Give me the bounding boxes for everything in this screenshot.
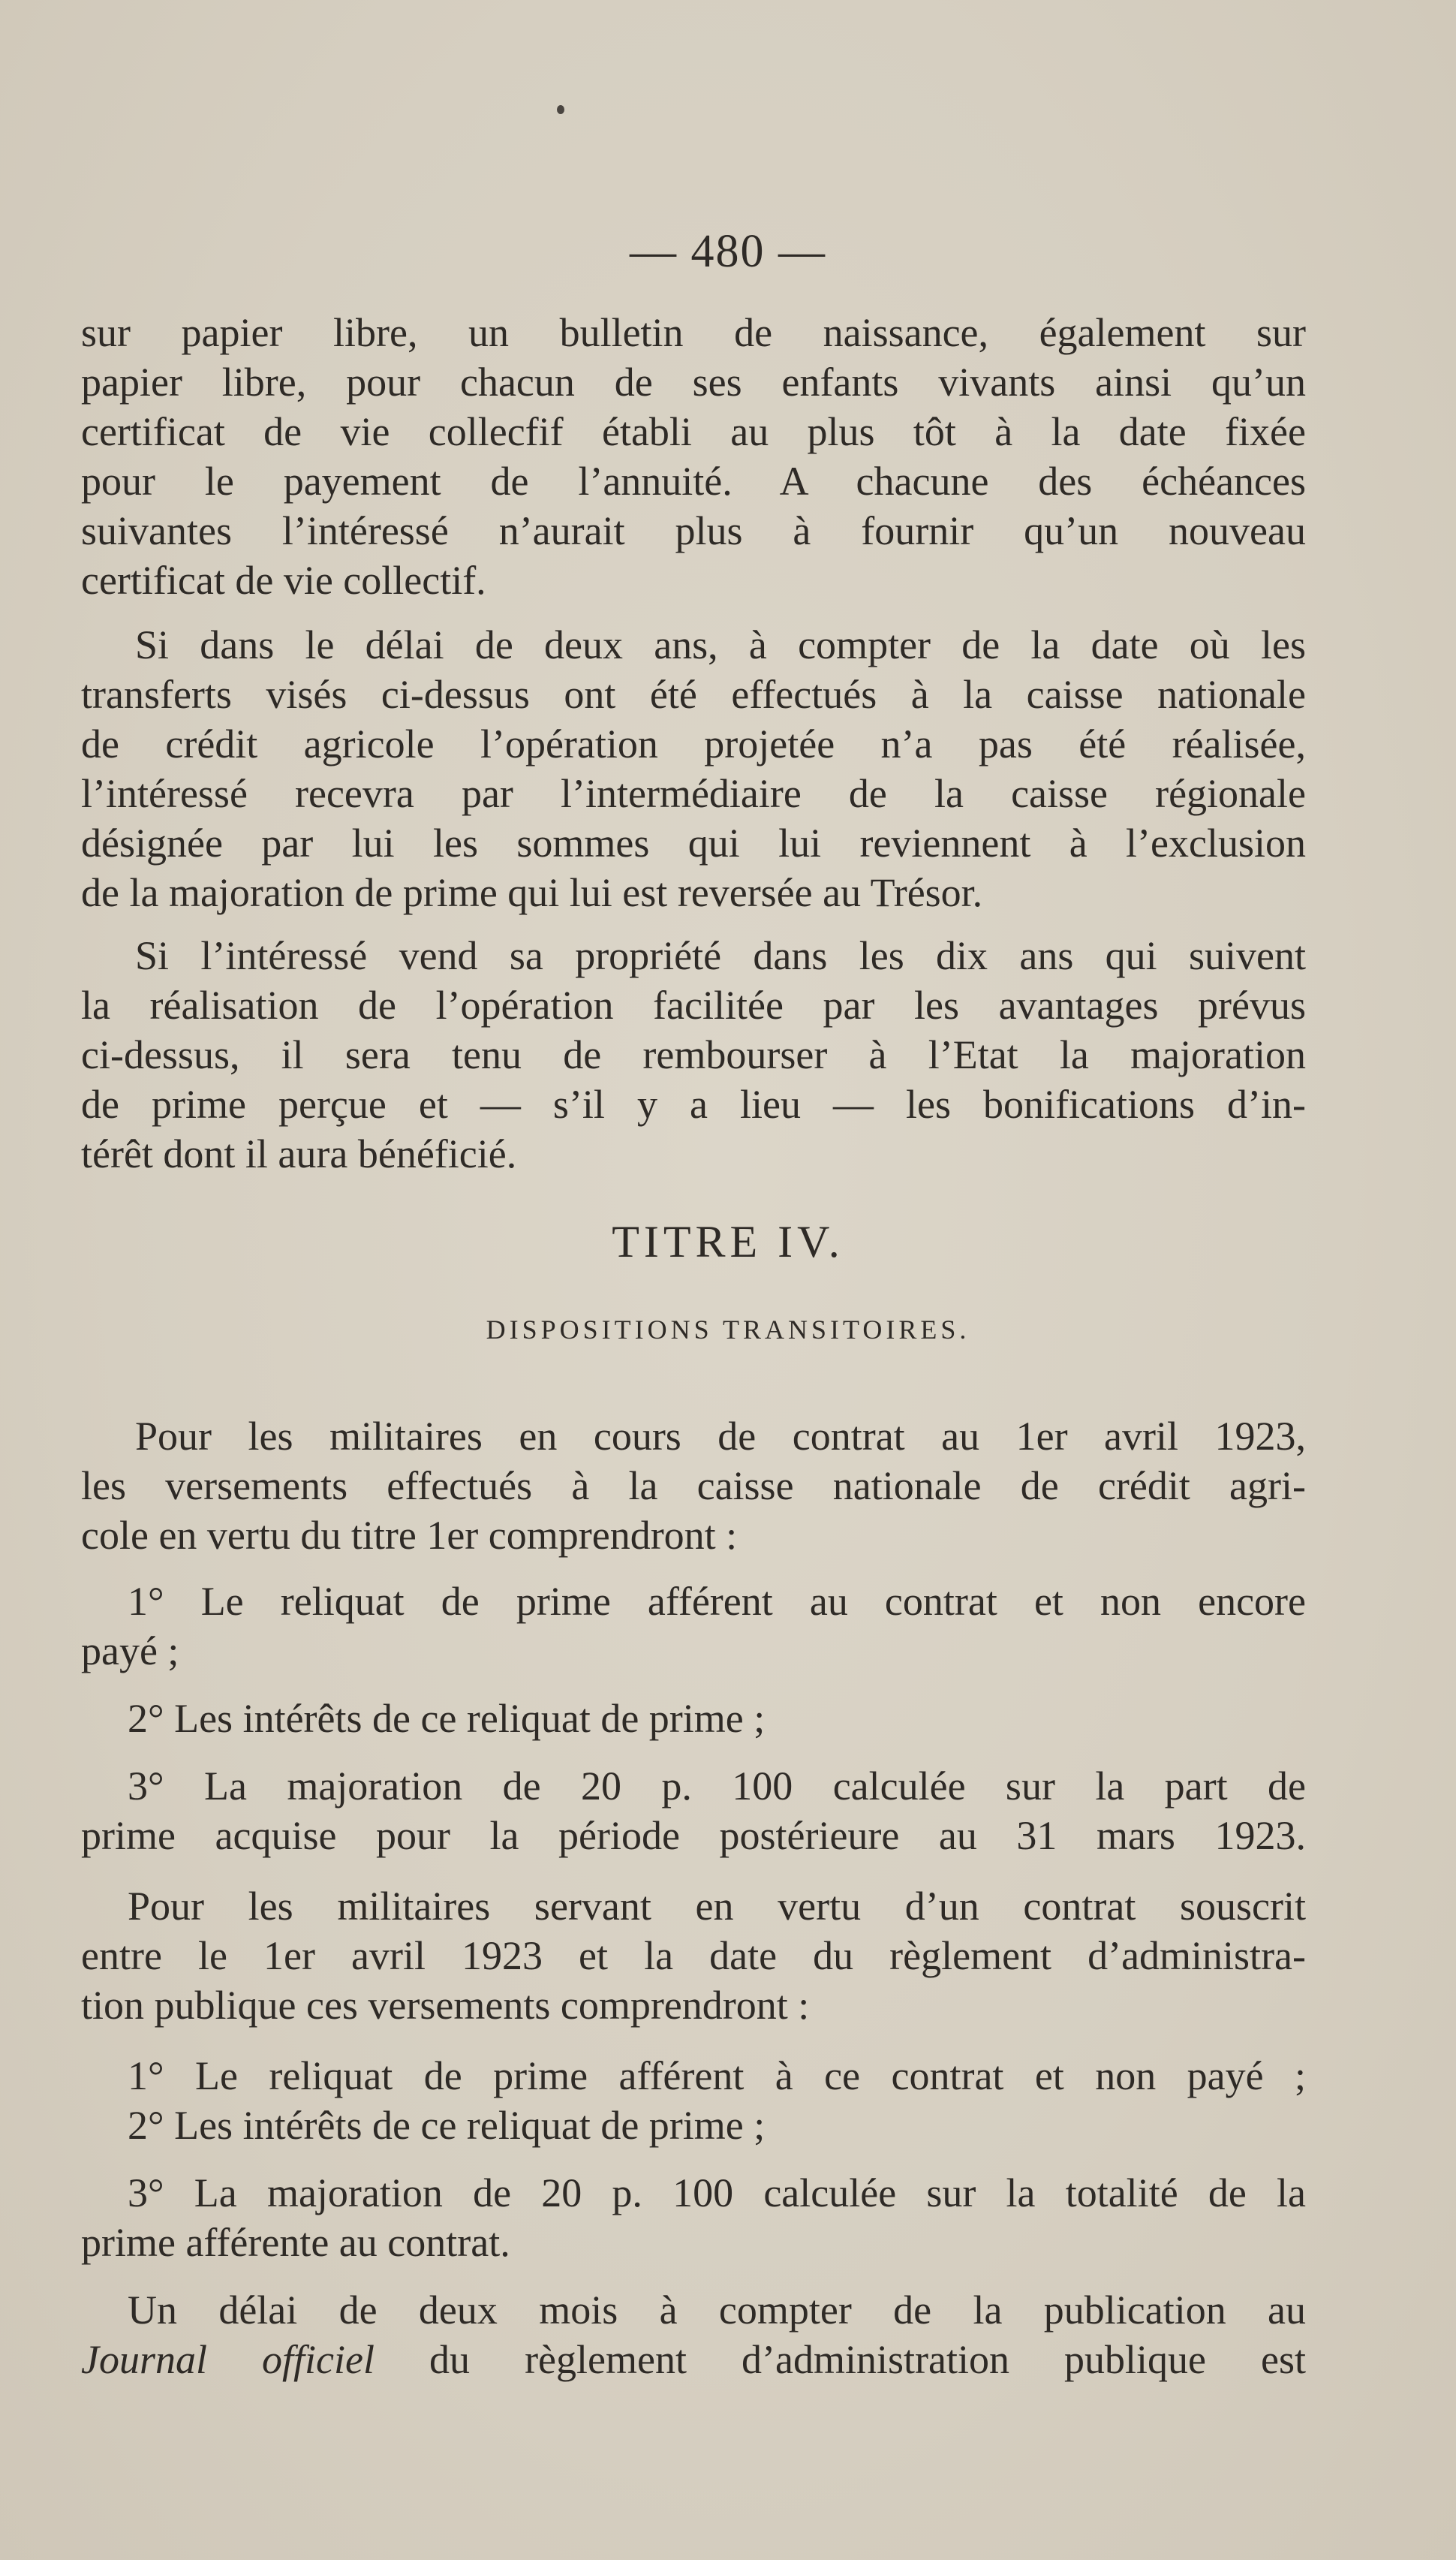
text-line: les versements effectués à la caisse nationale de crédit agri- [81,1463,1306,1508]
text-line: Un délai de deux mois à compter de la publication au [128,2287,1306,2333]
text-line: la réalisation de l’opération facilitée par les avantages prévus [81,983,1306,1028]
text-line: suivantes l’intéressé n’aurait plus à fournir qu’un nouveau [81,508,1306,553]
text-line: ci-dessus, il sera tenu de rembourser à l’Etat la majoration [81,1032,1306,1077]
text-line: transferts visés ci-dessus ont été effectués à la caisse nationale [81,672,1306,717]
page-number: — 480 — [630,226,826,277]
text-line: papier libre, pour chacun de ses enfants vivants ainsi qu’un [81,360,1306,405]
text-line: de crédit agricole l’opération projetée n’a pas été réalisée, [81,721,1306,766]
text-line: 3° La majoration de 20 p. 100 calculée sur la totalité de la [128,2170,1306,2215]
text-line: 2° Les intérêts de ce reliquat de prime ; [128,1696,766,1741]
text-line: de la majoration de prime qui lui est reversée au Trésor. [81,870,983,915]
text-line: certificat de vie collecfif établi au plus tôt à la date fixée [81,409,1306,454]
text-line: Si l’intéressé vend sa propriété dans les dix ans qui suivent [135,933,1306,978]
text-line: térêt dont il aura bénéficié. [81,1131,517,1176]
text-line: 1° Le reliquat de prime afférent à ce contrat et non payé ; [128,2053,1306,2098]
text-line: 3° La majoration de 20 p. 100 calculée sur la part de [128,1763,1306,1809]
text-line: 2° Les intérêts de ce reliquat de prime ; [128,2103,766,2148]
text-line: de prime perçue et — s’il y a lieu — les bonifications d’in- [81,1082,1306,1127]
text-line: Pour les militaires servant en vertu d’un contrat souscrit [128,1884,1306,1929]
text-line: l’intéressé recevra par l’intermédiaire de la caisse régionale [81,771,1306,816]
section-title: TITRE IV. [612,1217,844,1266]
journal-title: Journal officiel [81,2337,375,2382]
text-line: entre le 1er avril 1923 et la date du règlement d’administra- [81,1933,1306,1978]
section-subtitle: DISPOSITIONS TRANSITOIRES. [486,1315,970,1345]
text-line: sur papier libre, un bulletin de naissance, également sur [81,310,1306,355]
text-line: Si dans le délai de deux ans, à compter de la date où les [135,622,1306,667]
text-line: prime afférente au contrat. [81,2220,510,2265]
text-line [81,2335,1306,2384]
text-line: certificat de vie collectif. [81,558,486,603]
ink-speck [557,105,564,114]
text-line: cole en vertu du titre 1er comprendront : [81,1513,738,1558]
text-line: 1° Le reliquat de prime afférent au contrat et non encore [128,1579,1306,1624]
text-line: tion publique ces versements comprendront : [81,1983,810,2028]
text-line: désignée par lui les sommes qui lui reviennent à l’exclusion [81,821,1306,866]
text-line: pour le payement de l’annuité. A chacune des échéances [81,459,1306,504]
text-line-rest: du règlement d’administration publique est [429,2337,1306,2382]
text-line: payé ; [81,1628,179,1673]
text-line: prime acquise pour la période postérieure au 31 mars 1923. [81,1813,1306,1858]
text-line: Pour les militaires en cours de contrat au 1er avril 1923, [135,1414,1306,1459]
